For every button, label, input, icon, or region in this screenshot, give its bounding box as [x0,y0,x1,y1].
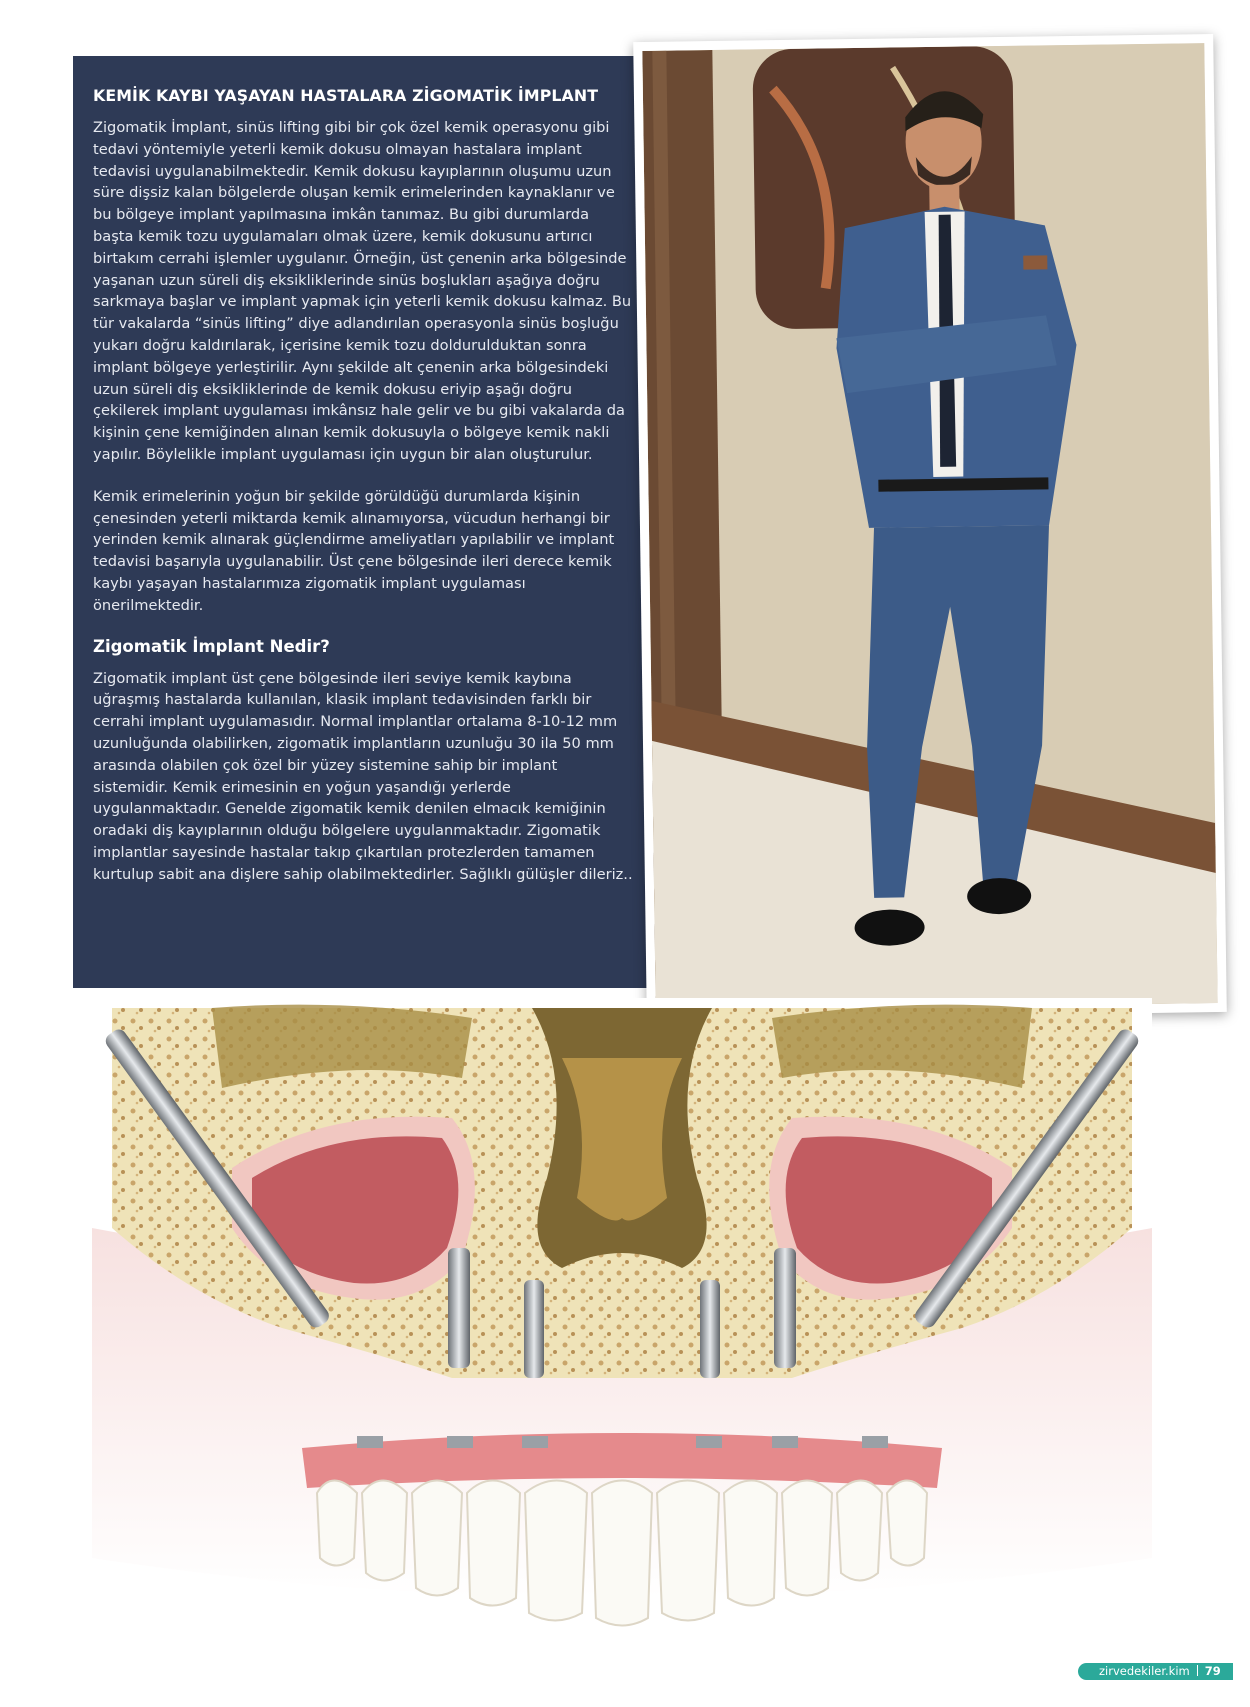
page-footer [1078,1663,1233,1680]
article-paragraph-1: Zigomatik İmplant, sinüs lifting gibi bir çok özel kemik operasyonu gibi tedavi yöntemiyle yeterli kemik dokusu olmayan hastalara implant tedavisi uygulanabilmektedir. Kemik dokusu kayıplarının oluşumu uzun süre dişsiz kalan bölgelerde oluşan kemik erimelerinden kaynaklanır ve bu bölgeye implant yapılmasına imkân tanımaz. Bu gibi durumlarda başta kemik tozu uygulamaları olmak üzere, kemik dokusunu artırıcı birtakım cerrahi işlemler uygulanır. Örneğin, üst çenenin arka bölgesinde yaşanan uzun süreli diş eksikliklerinde sinüs boşlukları aşağıya doğru sarkmaya başlar ve implant yapmak için yeterli kemik dokusu kalmaz. Bu tür vakalarda “sinüs lifting” diye adlandırılan operasyonla sinüs boşluğu yukarı doğru kaldırılarak, içerisine kemik tozu doldurulduktan sonra implant bölgeye yerleştirilir. Aynı şekilde alt çenenin arka bölgesindeki uzun süreli diş eksikliklerinde de kemik dokusu eriyip aşağı doğru çekilerek implant uygulaması imkânsız hale gelir ve bu gibi vakalarda da kişinin çene kemiğinden alınan kemik dokusuyla o bölgeye kemik nakli yapılır. Böylelikle implant uygulaması için uygun bir alan oluşturulur. [93,119,632,463]
article-title: KEMİK KAYBI YAŞAYAN HASTALARA ZİGOMATİK İMPLANT [93,86,599,105]
doctor-portrait-photo [642,43,1217,1011]
footer-site: zirvedekiler.kim [1099,1664,1190,1678]
portrait-illustration [642,43,1217,1011]
skull-implant-diagram [92,998,1152,1658]
article-subheading: Zigomatik İmplant Nedir? [93,636,330,656]
portrait-photo-frame [633,34,1227,1020]
article-paragraph-2: Kemik erimelerinin yoğun bir şekilde görüldüğü durumlarda kişinin çenesinden yeterli miktarda kemik alınamıyorsa, vücudun herhangi bir yerinden kemik alınarak güçlendirme ameliyatları yapılabilir ve implant tedavisi başarıyla uygulanabilir. Üst çene bölgesinde ileri derece kemik kaybı yaşayan hastalarımıza zigomatik implant uygulaması önerilmektedir. [93,487,615,614]
article-panel [73,56,655,988]
article-paragraph-3: Zigomatik implant üst çene bölgesinde ileri seviye kemik kaybına uğraşmış hastalarda kullanılan, klasik implant tedavisinden farklı bir cerrahi implant uygulamasıdır. Normal implantlar ortalama 8-10-12 mm uzunluğunda olabilirken, zigomatik implantların uzunluğu 30 ila 50 mm arasında olabilen çok özel bir yüzey sistemine sahip bir implant sistemidir. Kemik erimesinin en yoğun yaşandığı yerlerde uygulanmaktadır. Genelde zigomatik kemik denilen elmacık kemiğinin oradaki diş kayıplarının olduğu bölgelere uygulanmaktadır. Zigomatik implantlar sayesinde hastalar takıp çıkartılan protezlerden tamamen kurtulup sabit ana dişlere sahip olabilmektedirler. Sağlıklı gülüşler dileriz.. [93,669,633,883]
footer-page-number: 79 [1204,1664,1221,1678]
footer-divider [1197,1665,1198,1676]
zygomatic-implant-illustration [92,998,1152,1658]
